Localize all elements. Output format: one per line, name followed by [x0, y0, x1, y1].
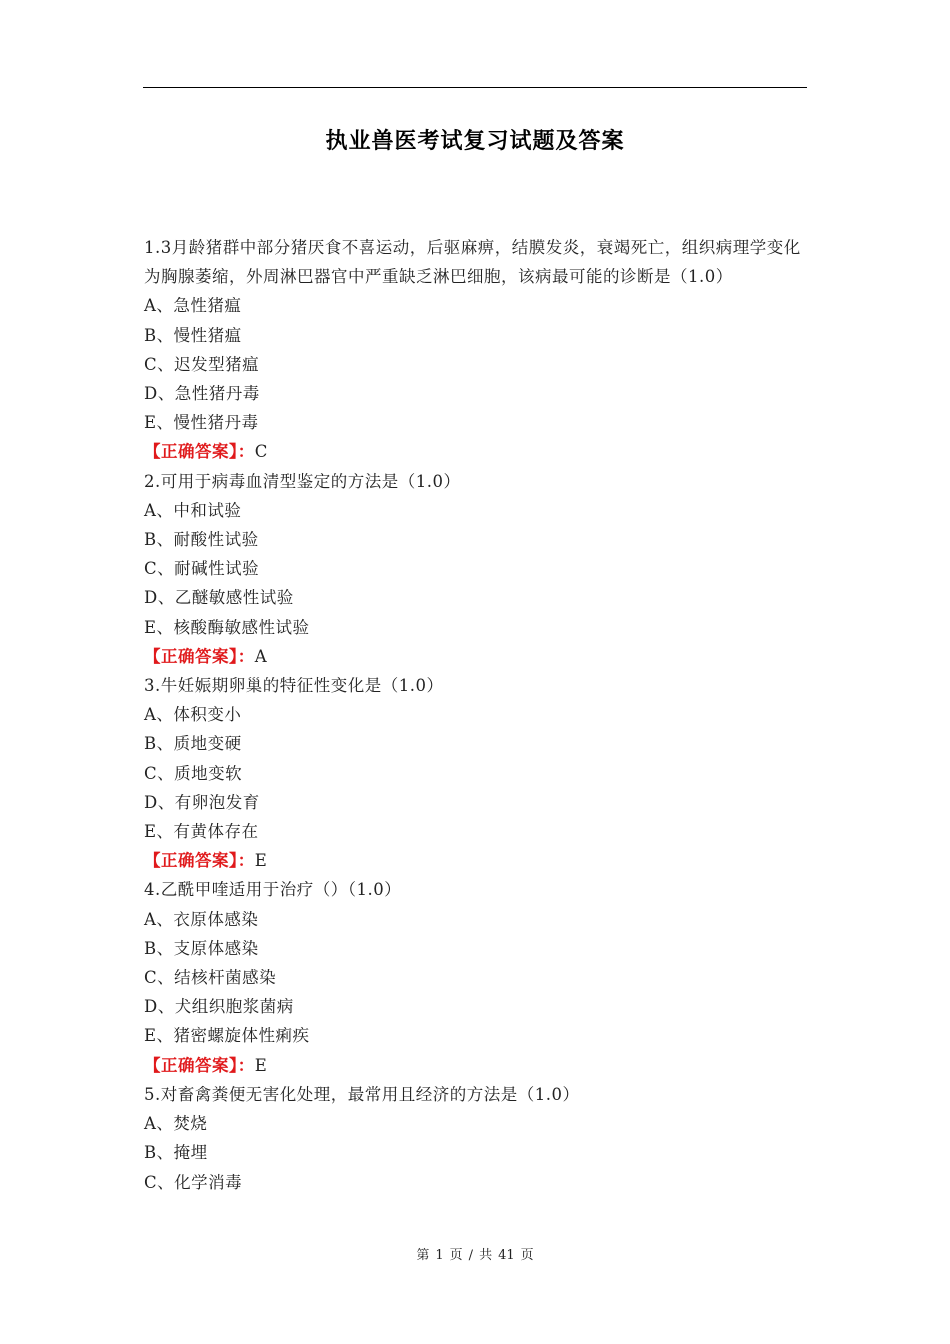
answer-value: E: [254, 851, 268, 871]
option: B、掩埋: [144, 1143, 208, 1163]
option: A、衣原体感染: [144, 909, 259, 929]
option: E、有黄体存在: [144, 822, 259, 842]
page-number: 1: [435, 1248, 444, 1263]
answer-label: 【正确答案】：: [144, 646, 255, 666]
page-prefix: 第: [416, 1248, 430, 1263]
question-list: [144, 233, 808, 1197]
option: D、急性猪丹毒: [144, 384, 260, 404]
question-text: 4.乙酰甲喹适用于治疗（）（1.0）: [144, 880, 402, 900]
option: C、耐碱性试验: [144, 559, 260, 579]
option: B、支原体感染: [144, 938, 259, 958]
question-2: [144, 467, 808, 671]
answer-line: [144, 437, 808, 466]
page-separator: /: [468, 1248, 474, 1263]
option: E、慢性猪丹毒: [144, 413, 259, 433]
answer-line: [144, 1051, 808, 1080]
option: A、体积变小: [144, 705, 242, 725]
answer-value: C: [254, 442, 268, 462]
option: A、焚烧: [144, 1114, 208, 1134]
total-prefix: 共: [479, 1248, 493, 1263]
total-pages: 41: [498, 1248, 515, 1263]
header-rule: [143, 87, 807, 88]
total-unit: 页: [520, 1248, 534, 1263]
option: E、核酸酶敏感性试验: [144, 617, 310, 637]
question-1: [144, 233, 808, 467]
option: C、迟发型猪瘟: [144, 354, 260, 374]
answer-label: 【正确答案】：: [144, 442, 255, 462]
option: C、质地变软: [144, 763, 243, 783]
answer-value: E: [254, 1055, 268, 1075]
question-5: [144, 1080, 808, 1197]
option: D、犬组织胞浆菌病: [144, 997, 294, 1017]
question-text: 3.牛妊娠期卵巢的特征性变化是（1.0）: [144, 676, 444, 696]
question-text: 2.可用于病毒血清型鉴定的方法是（1.0）: [144, 471, 461, 491]
option: C、化学消毒: [144, 1172, 243, 1192]
option: D、有卵泡发育: [144, 792, 260, 812]
option: A、急性猪瘟: [144, 296, 242, 316]
document-title: 执业兽医考试复习试题及答案: [325, 129, 625, 154]
question-text: 5.对畜禽粪便无害化处理，最常用且经济的方法是（1.0）: [144, 1084, 580, 1104]
page-unit: 页: [449, 1248, 463, 1263]
answer-label: 【正确答案】：: [144, 1055, 255, 1075]
question-4: [144, 875, 808, 1079]
option: E、猪密螺旋体性痢疾: [144, 1026, 310, 1046]
answer-line: [144, 846, 808, 875]
option: C、结核杆菌感染: [144, 968, 277, 988]
option: B、耐酸性试验: [144, 530, 259, 550]
answer-value: A: [254, 646, 268, 666]
option: B、慢性猪瘟: [144, 325, 242, 345]
answer-line: [144, 642, 808, 671]
option: D、乙醚敏感性试验: [144, 588, 294, 608]
answer-label: 【正确答案】：: [144, 851, 255, 871]
option: B、质地变硬: [144, 734, 242, 754]
page-footer: [0, 1244, 950, 1263]
option: A、中和试验: [144, 500, 242, 520]
question-text: 1.3月龄猪群中部分猪厌食不喜运动，后驱麻痹，结膜发炎，衰竭死亡，组织病理学变化为胸腺萎缩，外周淋巴器官中严重缺乏淋巴细胞，该病最可能的诊断是（1.0）: [144, 238, 801, 287]
question-3: [144, 671, 808, 875]
